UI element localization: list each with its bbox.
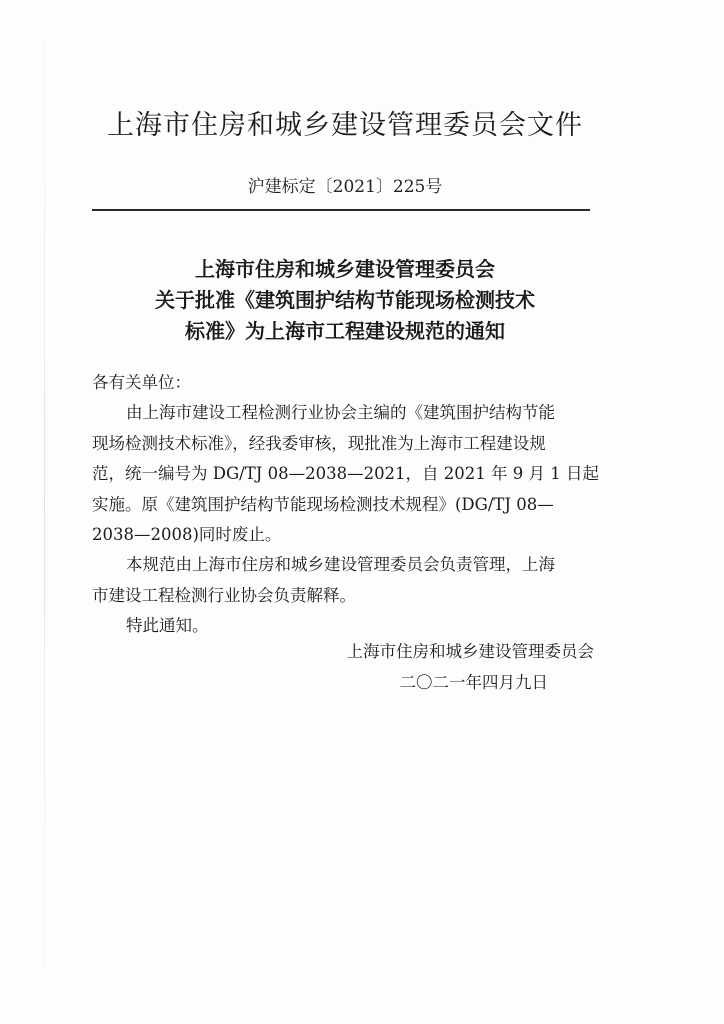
signature-block — [347, 636, 595, 698]
body-paragraph-line: 2038—2008)同时废止。 — [92, 525, 282, 545]
closing-line: 特此通知。 — [126, 616, 209, 636]
header-divider — [92, 209, 590, 211]
body-paragraph-line: 本规范由上海市住房和城乡建设管理委员会负责管理，上海 — [126, 555, 555, 575]
document-header-title: 上海市住房和城乡建设管理委员会文件 — [107, 110, 583, 141]
notice-title-line: 上海市住房和城乡建设管理委员会 — [195, 257, 495, 281]
body-paragraph-line: 范，统一编号为 DG/TJ 08—2038—2021，自 2021 年 9 月 1 日起 — [92, 464, 600, 484]
signing-organization: 上海市住房和城乡建设管理委员会 — [346, 642, 594, 661]
notice-body — [92, 368, 598, 642]
notice-title-line: 标准》为上海市工程建设规范的通知 — [185, 319, 505, 343]
body-paragraph-line: 实施。原《建筑围护结构节能现场检测技术规程》(DG/TJ 08— — [92, 494, 554, 514]
body-paragraph-line: 市建设工程检测行业协会负责解释。 — [92, 585, 356, 605]
salutation: 各有关单位： — [92, 373, 191, 392]
body-paragraph-line: 现场检测技术标准》，经我委审核，现批准为上海市工程建设规 — [92, 433, 546, 453]
notice-title — [0, 254, 690, 347]
document-number: 沪建标定〔2021〕225号 — [247, 177, 443, 197]
body-paragraph-line: 由上海市建设工程检测行业协会主编的《建筑围护结构节能 — [126, 403, 555, 423]
notice-title-line: 关于批准《建筑围护结构节能现场检测技术 — [155, 288, 535, 312]
signing-date: 二〇二一年四月九日 — [399, 673, 548, 692]
